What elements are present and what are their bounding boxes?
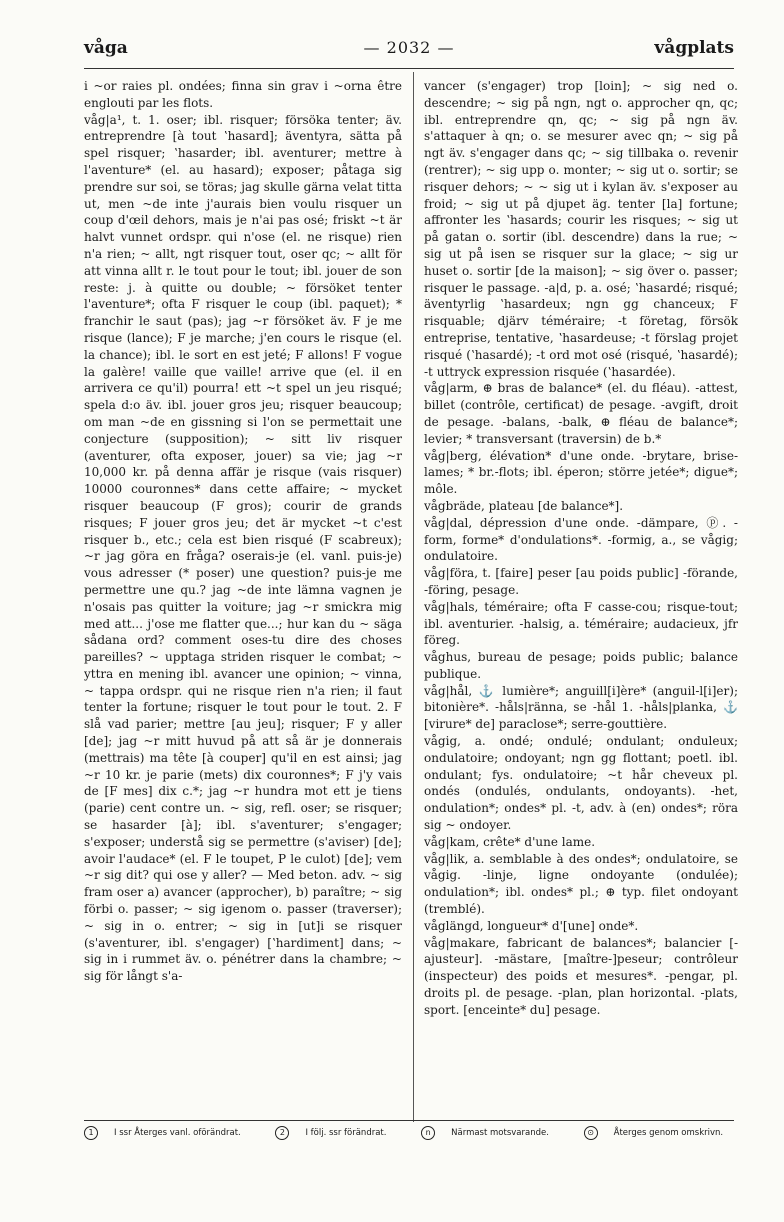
entry-vagbrade: vågbräde, plateau [de balance*]. xyxy=(424,498,624,513)
entry-vagberg: våg|berg, élévation* d'une onde. -brytare, brise-lames; * br.-flots; ibl. éperon; större jetée*; digue*; môle. xyxy=(424,448,738,497)
entry-vaglangd: våglängd, longueur* d'[une] onde*. xyxy=(424,918,639,933)
entry-vaghal: våg|hål, ⚓ lumière*; anguill[i]ère* (anguil-l[i]er); bitonière*. -håls|ränna, se -hål 1. -håls|planka, ⚓ [virure* de] paraclose*; serre-gouttière. xyxy=(424,683,738,732)
footnote-2: 2 I följ. ssr förändrat. xyxy=(275,1128,402,1138)
footnote-legend xyxy=(84,1126,744,1140)
footnote-1: 1 I ssr Återges vanl. oförändrat. xyxy=(84,1128,257,1138)
circled-1-icon: 1 xyxy=(84,1126,98,1140)
entry-vaghals: våg|hals, téméraire; ofta F casse-cou; risque-tout; ibl. aventurier. -halsig, a. téméraire; audacieux, jfr föreg. xyxy=(424,599,738,648)
entry-vaglik: våg|lik, a. semblable à des ondes*; ondulatoire, se vågig. -linje, ligne ondoyante (ondulée); ondulation*; ibl. ondes* pl.; ⊕ typ. filet ondoyant (tremblé). xyxy=(424,851,738,917)
entry-vagfora: våg|föra, t. [faire] peser [au poids public] -förande, -föring, pesage. xyxy=(424,566,738,597)
circled-2-icon: 2 xyxy=(275,1126,289,1140)
circled-n-icon: n xyxy=(421,1126,435,1140)
right-running-head: vågplats xyxy=(654,38,734,58)
entry-vagmakare: våg|makare, fabricant de balances*; balancier [-ajusteur]. -mästare, [maître-]peseur; contrôleur (inspecteur) des poids et mesures*. -pengar, pl. droits pl. de pesage. -plan, plan horizontal. -plats, sport. [enceinte* du] pesage. xyxy=(424,935,738,1017)
entry-text: vancer (s'engager) trop [loin]; ~ sig ned o. descendre; ~ sig på ngn, ngt o. approcher qn, qc; ibl. entreprendre qn, qc; ~ sig på ngn äv. s'attaquer à qn; o. se mesurer avec qn; ~ sig på ngt äv. s'engager dans qc; ~ sig tillbaka o. revenir (rentrer); ~ sig upp o. monter; ~ sig ut o. sortir; se risquer dehors; ~ ~ sig ut i kylan äv. s'exposer au froid; ~ sig ut på djupet äg. tenter [la] fortune; affronter les ʽhasards; courir les risques; ~ sig ut på gatan o. sortir (ibl. descendre) dans la rue; ~ sig ut på isen se risquer sur la glace; ~ sig ur huset o. sortir [de la maison]; ~ sig över o. passer; risquer le passage. -a|d, p. a. osé; ʽhasardé; risqué; äventyrlig ʽhasardeux; ngn gg chanceux; F risquable; djärv téméraire; -t företag, försök entreprise, tentative, ʽhasardeuse; -t förslag projet risqué (ʽhasardé); -t ord mot osé (risqué, ʽhasardé); -t uttryck expression risquée (ʽhasardée). xyxy=(424,79,738,379)
circled-dot-icon: ⊙ xyxy=(584,1126,598,1140)
header-rule xyxy=(84,68,734,69)
page-header xyxy=(84,38,734,68)
entry-vagarm: våg|arm, ⊕ bras de balance* (el. du fléau). -attest, billet (contrôle, certificat) de pesage. -avgift, droit de pesage. -balans, -balk, ⊕ fléau de balance*; levier; * transversant (traversin) de b.* xyxy=(424,381,738,446)
column-divider xyxy=(413,72,414,1122)
right-column xyxy=(424,78,738,1118)
entry-text: våg|a¹, t. 1. oser; ibl. risquer; försöka tenter; äv. entreprendre [à tout ʽhasard]; äventyra, sätta på spel risquer; ʽhasarder; ibl. aventurer; mettre à l'aventure* (el. au hasard); exposer; påtaga sig prendre sur soi, se töras; jag skulle gärna velat titta ut, men ~de inte j'aurais bien voulu risquer un coup d'œil dehors, mais je n'ai pas osé; friskt ~t är halvt vunnet ordspr. qui n'ose (el. ne risque) rien n'a rien; ~ allt, ngt risquer tout, oser qc; ~ allt för att vinna allt r. le tout pour le tout; ibl. jouer de son reste: j. à quitte ou double; ~ försöket tenter l'aventure*; ofta F risquer le coup (ibl. paquet); * franchir le saut (pas); jag ~r försöket äv. F je me risque (lance); F je marche; j'en cours le risque (el. la chance); ibl. le sort en est jeté; F allons! F vogue la galère! vaille que vaille! arrive que (el. il en arrivera ce qu'il) pourra! ett ~t spel un jeu risqué; spela d:o äv. ibl. jouer gros jeu; risquer beaucoup; om man ~de en gissning si l'on se permettait une conjecture (supposition); ~ sitt liv risquer (aventurer, ofta exposer, jouer) sa vie; jag ~r 10,000 kr. på denna affär je risque (vais risquer) 10000 couronnes* dans cette affaire; ~ mycket risquer beaucoup (F gros); courir de grands risques; F jouer gros jeu; det är mycket ~t c'est risquer b., etc.; cela est bien risqué (F scabreux); ~r jag göra en fråga? oserais-je (el. vanl. puis-je) vous adresser (* poser) une question? puis-je me permettre une qu.? jag ~de inte lämna vagnen je n'osais pas quitter la voiture; jag ~r smickra mig med att... j'ose me flatter que...; hur kan du ~ säga sådana ord? comment oses-tu dire des choses pareilles? ~ upptaga striden risquer le combat; ~ yttra en mening ibl. avancer une opinion; ~ vinna, ~ tappa ordspr. qui ne risque rien n'a rien; il faut tenter la fortune; risquer le tout pour le tout. 2. F slå vad parier; mettre [au jeu]; risquer; F y aller [de]; jag ~r mitt huvud på att så är je donnerais (mettrais) ma tête [à couper] qu'il en est ainsi; jag ~r 10 kr. je parie (mets) dix couronnes*; F j'y vais de [F mes] dix c.*; jag ~r hundra mot ett je tiens (parie) cent contre un. ~ sig, refl. oser; se risquer; se hasarder [à]; ibl. s'aventurer; s'engager; s'exposer; understå sig se permettre (s'aviser) [de]; avoir l'audace* (el. F le toupet, P le culot) [de]; vem ~r sig dit? qui ose y aller? — Med beton. adv. ~ sig fram oser a) avancer (approcher), b) paraître; ~ sig förbi o. passer; ~ sig igenom o. passer (traverser); ~ sig in o. entrer; ~ sig in [ut]i se risquer (s'aventurer, ibl. s'engager) [ʽhardiment] dans; ~ sig in i rummet äv. o. pénétrer dans la chambre; ~ sig för långt s'a- xyxy=(84,112,402,984)
footer-rule xyxy=(84,1120,734,1121)
entry-vaghus: våghus, bureau de pesage; poids public; balance publique. xyxy=(424,650,738,681)
footnote-4: ⊙ Återges genom omskrivn. xyxy=(584,1128,739,1138)
entry-vagdal: våg|dal, dépression d'une onde. -dämpare, ⓟ. -form, forme* d'ondulations*. -formig, a., se vågig; ondulatoire. xyxy=(424,515,738,564)
left-running-head: våga xyxy=(84,38,128,58)
footnote-3: n Närmast motsvarande. xyxy=(421,1128,565,1138)
entry-vagig: vågig, a. ondé; ondulé; ondulant; onduleux; ondulatoire; ondoyant; ngn gg flottant; poetl. ibl. ondulant; fys. ondulatoire; ~t hår cheveux pl. ondés (ondulés, ondulants, ondoyants). -het, ondulation*; ondes* pl. -t, adv. à (en) ondes*; röra sig ~ ondoyer. xyxy=(424,734,738,833)
entry-vagkam: våg|kam, crête* d'une lame. xyxy=(424,834,596,849)
entry-text: i ~or raies pl. ondées; finna sin grav i ~orna être englouti par les flots. xyxy=(84,79,402,110)
page-number: — 2032 — xyxy=(363,38,455,57)
left-column xyxy=(84,78,402,1118)
